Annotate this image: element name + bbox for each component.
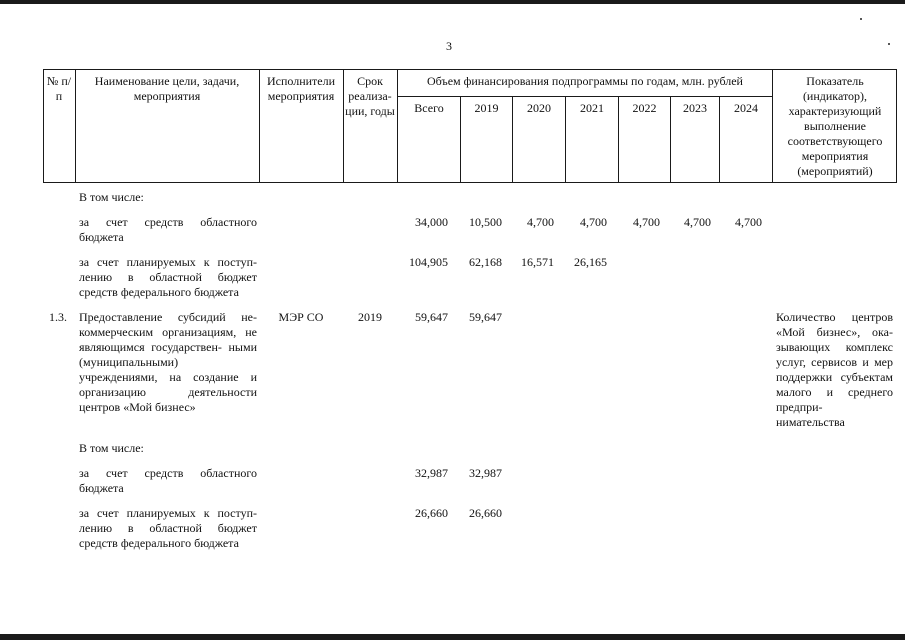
header-year-2019: 2019 bbox=[474, 101, 499, 115]
header-year-2022: 2022 bbox=[632, 101, 657, 115]
header-financing: Объем финансирования подпрограммы по годам, млн. рублей bbox=[427, 74, 743, 88]
row-value-2019: 62,168 bbox=[469, 255, 502, 269]
row-value-2019: 10,500 bbox=[469, 215, 502, 229]
row-value-2019: 32,987 bbox=[469, 466, 502, 480]
header-term: Срок реализа- ции, годы bbox=[345, 74, 395, 118]
row-name: Предоставление субсидий не- коммерческим организациям, не являющимся государствен- ными (муниципальными) учреждениями, на создание и организацию деятельности центров «Мой бизнес» bbox=[79, 310, 257, 414]
row-value-total: 34,000 bbox=[415, 215, 448, 229]
header-name: Наименование цели, задачи, мероприятия bbox=[94, 74, 240, 103]
row-value-2019: 26,660 bbox=[469, 506, 502, 520]
scan-speck bbox=[888, 43, 890, 45]
header-year-2020: 2020 bbox=[527, 101, 551, 115]
row-no: 1.3. bbox=[49, 310, 67, 324]
scan-top-border bbox=[0, 0, 905, 4]
row-value-total: 104,905 bbox=[409, 255, 448, 269]
row-value-total: 26,660 bbox=[415, 506, 448, 520]
scan-speck bbox=[860, 18, 862, 20]
header-year-2023: 2023 bbox=[683, 101, 707, 115]
header-year-2024: 2024 bbox=[734, 101, 758, 115]
row-indicator: Количество центров «Мой бизнес», ока- зывающих комплекс услуг, сервисов и мер поддержки субъектам малого и среднего предпри- нимательства bbox=[776, 310, 893, 429]
header-year-2021: 2021 bbox=[580, 101, 604, 115]
header-indicator: Показатель (индикатор), характеризующий выполнение соответствующего мероприятия (мероприятий) bbox=[787, 74, 883, 178]
row-executor: МЭР СО bbox=[278, 310, 324, 324]
row-value-2021: 26,165 bbox=[574, 255, 607, 269]
row-value-2020: 4,700 bbox=[527, 215, 554, 229]
row-value-2021: 4,700 bbox=[580, 215, 607, 229]
scan-bottom-border bbox=[0, 634, 905, 640]
row-value-2020: 16,571 bbox=[521, 255, 554, 269]
row-name: за счет средств областного бюджета bbox=[79, 215, 257, 244]
row-value-total: 32,987 bbox=[415, 466, 448, 480]
row-name: В том числе: bbox=[79, 441, 144, 455]
row-name: В том числе: bbox=[79, 190, 144, 204]
header-executors: Исполнители мероприятия bbox=[266, 74, 336, 103]
row-value-2023: 4,700 bbox=[684, 215, 711, 229]
header-no: № п/п bbox=[46, 74, 72, 103]
row-name: за счет планируемых к поступ- лению в областной бюджет средств федерального бюджета bbox=[79, 255, 257, 299]
page-number: 3 bbox=[446, 39, 452, 53]
row-value-2024: 4,700 bbox=[735, 215, 762, 229]
row-name: за счет планируемых к поступ- лению в областной бюджет средств федерального бюджета bbox=[79, 506, 257, 550]
row-value-total: 59,647 bbox=[415, 310, 448, 324]
header-year-total: Всего bbox=[414, 101, 444, 115]
row-value-2022: 4,700 bbox=[633, 215, 660, 229]
row-name: за счет средств областного бюджета bbox=[79, 466, 257, 495]
row-term: 2019 bbox=[358, 310, 382, 324]
row-value-2019: 59,647 bbox=[469, 310, 502, 324]
